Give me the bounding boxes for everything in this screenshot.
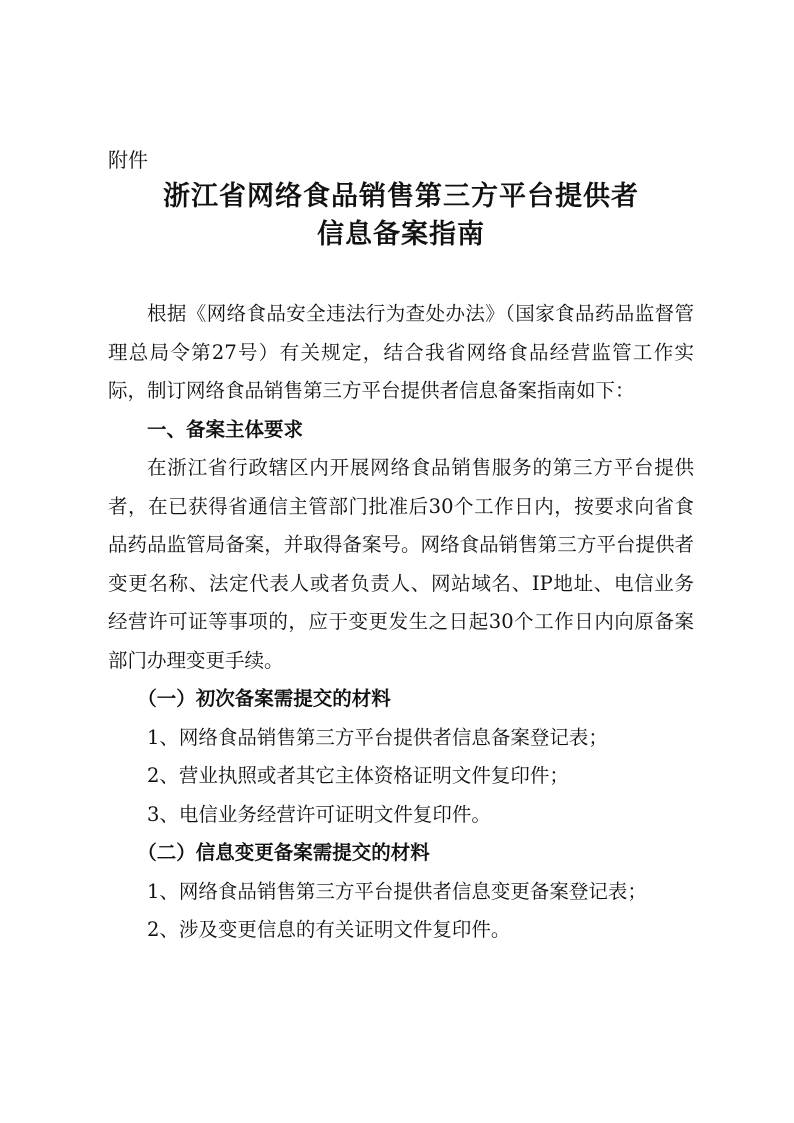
list-item: 3、电信业务经营许可证明文件复印件。	[147, 802, 491, 826]
list-item: 1、网络食品销售第三方平台提供者信息备案登记表；	[147, 725, 608, 749]
document-body	[108, 295, 694, 950]
section1-paragraph: 在浙江省行政辖区内开展网络食品销售服务的第三方平台提供者，在已获得省通信主管部门批准后30个工作日内，按要求向省食品药品监管局备案，并取得备案号。网络食品销售第三方平台提供者变更名称、法定代表人或者负责人、网站域名、IP地址、电信业务经营许可证等事项的，应于变更发生之日起30个工作日内向原备案部门办理变更手续。	[108, 456, 694, 672]
document-title	[108, 178, 694, 254]
list-item: 2、营业执照或者其它主体资格证明文件复印件；	[147, 764, 569, 787]
subsection1-heading: （一）初次备案需提交的材料	[137, 687, 391, 710]
list-item: 1、网络食品销售第三方平台提供者信息变更备案登记表；	[147, 879, 647, 903]
section1-heading: 一、备案主体要求	[147, 417, 304, 441]
title-line-2: 信息备案指南	[317, 219, 485, 250]
list-item: 2、涉及变更信息的有关证明文件复印件。	[147, 918, 511, 941]
subsection2-heading: （二）信息变更备案需提交的材料	[137, 841, 430, 864]
intro-paragraph: 根据《网络食品安全违法行为查处办法》（国家食品药品监督管理总局令第27号）有关规定，结合我省网络食品经营监管工作实际，制订网络食品销售第三方平台提供者信息备案指南如下：	[108, 302, 694, 402]
title-line-1: 浙江省网络食品销售第三方平台提供者	[163, 181, 639, 212]
attachment-label: 附件	[108, 148, 148, 172]
